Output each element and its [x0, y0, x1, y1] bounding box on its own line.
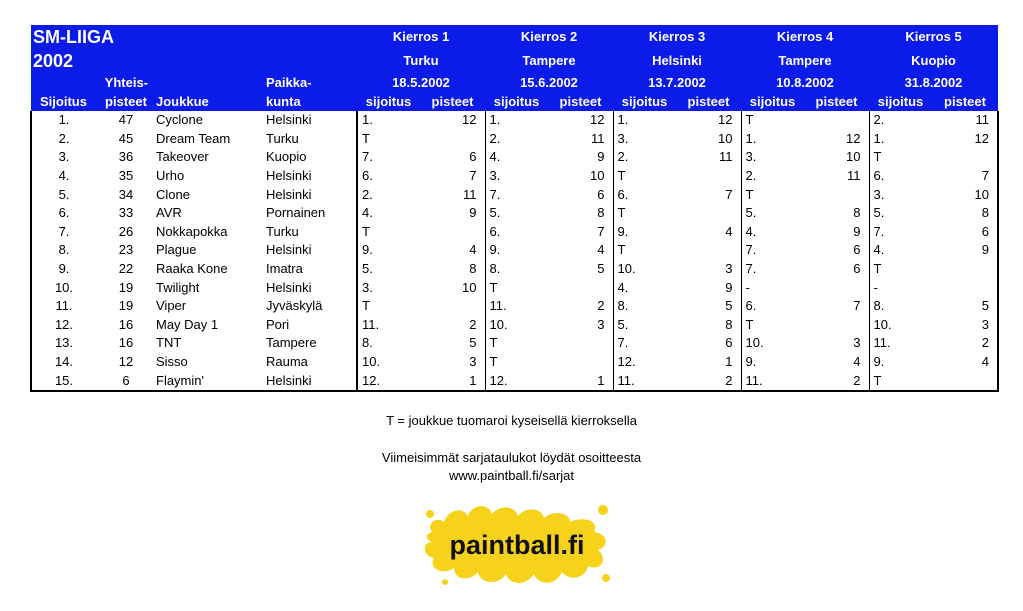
round-4-points-cell: 3 — [853, 335, 861, 351]
team-cell: Raaka Kone — [156, 261, 228, 277]
round-3-position-cell: 3. — [613, 130, 676, 149]
round-3-points-cell: 7 — [725, 186, 733, 202]
round-5-points-cell: 10 — [932, 185, 998, 204]
round-5-position-cell: 5. — [869, 204, 932, 223]
table-row — [31, 111, 998, 130]
round-2-position-cell: 8. — [485, 260, 548, 279]
round-2-position-cell: T — [485, 353, 548, 372]
round-3-points-cell: 2 — [676, 371, 741, 391]
round-1-position-cell: 9. — [357, 241, 420, 260]
round-4-name: Kierros 4 — [741, 25, 869, 49]
round-1-position-cell: 6. — [357, 167, 420, 186]
round-4-position-cell: T — [741, 111, 804, 130]
round-3-points-cell: 4 — [725, 223, 733, 239]
round-2-position-cell: 5. — [485, 204, 548, 223]
table-row — [31, 223, 998, 242]
round-4-date: 10.8.2002 — [741, 73, 869, 92]
round-2-position-cell: 9. — [485, 241, 548, 260]
table-row — [31, 185, 998, 204]
table-row — [31, 334, 998, 353]
round-3-position-cell: 5. — [613, 316, 676, 335]
round-1-position-cell: 2. — [357, 185, 420, 204]
round-5-name: Kierros 5 — [869, 25, 998, 49]
team-cell: Nokkapokka — [156, 223, 228, 239]
round-4-points-cell: 10 — [846, 149, 861, 165]
round-3-points-cell: 3 — [725, 261, 733, 277]
rank-cell: 14. — [31, 353, 96, 372]
rank-cell: 3. — [31, 148, 96, 167]
round-4-position-cell: 1. — [741, 130, 804, 149]
round-5-points-cell: 7 — [932, 167, 998, 186]
round-5-points-cell: 2 — [932, 334, 998, 353]
round-4-points-cell — [804, 111, 869, 130]
round-1-points-cell: 7 — [469, 168, 477, 184]
table-row — [31, 167, 998, 186]
round-3-city: Helsinki — [613, 49, 741, 73]
round-1-position-cell: 11. — [357, 316, 420, 335]
col-total-header-2: pisteet — [96, 92, 156, 111]
round-3-position-cell: 12. — [613, 353, 676, 372]
rank-cell: 8. — [31, 241, 96, 260]
round-2-position-cell: 12. — [485, 371, 548, 391]
round-5-city: Kuopio — [869, 49, 998, 73]
round-3-points-cell — [676, 241, 741, 260]
table-row — [31, 297, 998, 316]
city-cell: Imatra — [266, 261, 303, 277]
city-cell: Turku — [266, 223, 299, 239]
round-2-points-cell: 5 — [597, 261, 605, 277]
rank-cell: 6. — [31, 204, 96, 223]
round-1-position-cell: 3. — [357, 278, 420, 297]
standings-table — [30, 25, 999, 392]
round-5-position-cell: - — [869, 278, 932, 297]
round-4-position-cell: 9. — [741, 353, 804, 372]
round-1-position-cell: 7. — [357, 148, 420, 167]
round-1-date: 18.5.2002 — [357, 73, 485, 92]
rank-cell: 15. — [31, 371, 96, 391]
round-1-points-cell: 2 — [469, 316, 477, 332]
round-2-position-cell: 2. — [485, 130, 548, 149]
standings-body — [31, 111, 998, 391]
paintball-logo — [422, 502, 612, 588]
table-row — [31, 260, 998, 279]
round-3-position-cell: 7. — [613, 334, 676, 353]
round-5-position-cell: 4. — [869, 241, 932, 260]
city-cell: Helsinki — [266, 168, 312, 184]
total-points-cell: 26 — [118, 223, 134, 239]
round-5-points-cell: 9 — [932, 241, 998, 260]
round-1-position-cell: 5. — [357, 260, 420, 279]
rank-cell: 5. — [31, 185, 96, 204]
round-2-points-cell: 11 — [591, 130, 605, 146]
round-2-position-cell: 4. — [485, 148, 548, 167]
round-5-position-cell: 7. — [869, 223, 932, 242]
city-cell: Turku — [266, 130, 299, 146]
round-1-name: Kierros 1 — [357, 25, 485, 49]
round-4-points-cell: 4 — [853, 354, 861, 370]
round-2-position-cell: T — [485, 334, 548, 353]
round-3-position-cell: T — [613, 241, 676, 260]
round-3-points-cell: 11 — [719, 149, 733, 165]
round-5-points-cell: 6 — [932, 223, 998, 242]
round-2-points-cell: 1 — [548, 371, 613, 391]
col-team-header: Joukkue — [156, 92, 266, 111]
team-cell: Sisso — [156, 354, 188, 370]
round-2-position-cell: 6. — [485, 223, 548, 242]
table-row — [31, 316, 998, 335]
standings-sheet — [30, 25, 997, 392]
rank-cell: 11. — [31, 297, 96, 316]
league-year: 2002 — [31, 49, 357, 73]
round-3-points-cell — [676, 204, 741, 223]
city-cell: Helsinki — [266, 242, 312, 258]
city-cell: Rauma — [266, 354, 308, 370]
team-cell: Dream Team — [156, 130, 231, 146]
round-3-points-cell — [676, 167, 741, 186]
round-5-points-cell: 11 — [932, 111, 998, 130]
team-cell: Viper — [156, 298, 187, 314]
round-3-points-cell: 8 — [725, 316, 733, 332]
round-3-position-cell: 4. — [613, 278, 676, 297]
team-cell: Flaymin' — [156, 371, 266, 391]
info-url: www.paintball.fi/sarjat — [449, 468, 574, 483]
city-cell: Pori — [266, 316, 290, 332]
total-points-cell: 12 — [118, 354, 134, 370]
round-4-position-cell: T — [741, 185, 804, 204]
round-2-points-cell — [548, 353, 613, 372]
table-row — [31, 371, 998, 391]
team-cell: May Day 1 — [156, 316, 219, 332]
round-1-points-cell: 1 — [420, 371, 485, 391]
rank-cell: 7. — [31, 223, 96, 242]
round-3-points-cell: 6 — [725, 335, 733, 351]
round-3-position-cell: 2. — [613, 148, 676, 167]
total-points-cell: 45 — [118, 130, 134, 146]
round-1-position-cell: 12. — [357, 371, 420, 391]
round-4-position-cell: 7. — [741, 241, 804, 260]
round-5-position-cell: 8. — [869, 297, 932, 316]
round-2-position-cell: 3. — [485, 167, 548, 186]
round-4-position-cell: 2. — [741, 167, 804, 186]
round-4-city: Tampere — [741, 49, 869, 73]
round-4-points-cell — [804, 316, 869, 335]
round-4-position-cell: 4. — [741, 223, 804, 242]
legend-note: T = joukkue tuomaroi kyseisellä kierroksella — [386, 413, 637, 428]
round-4-points-cell: 9 — [853, 223, 861, 239]
round-4-position-cell: 11. — [741, 371, 804, 391]
round-4-position-cell: T — [741, 316, 804, 335]
round-2-position-cell: 10. — [485, 316, 548, 335]
round-5-points-cell — [932, 278, 998, 297]
round-5-position-cell: 3. — [869, 185, 932, 204]
rank-cell: 2. — [31, 130, 96, 149]
round-5-position-cell: T — [869, 148, 932, 167]
table-row — [31, 204, 998, 223]
logo-text: paintball.fi — [449, 530, 585, 560]
rank-cell: 13. — [31, 334, 96, 353]
table-row — [31, 148, 998, 167]
total-points-cell: 19 — [118, 279, 134, 295]
round-5-points-cell: 4 — [932, 353, 998, 372]
round-5-position-header: sijoitus — [869, 92, 932, 111]
round-3-position-cell: 1. — [613, 111, 676, 130]
round-4-points-cell: 12 — [846, 130, 861, 146]
round-4-position-cell: 3. — [741, 148, 804, 167]
round-3-position-cell: 6. — [613, 185, 676, 204]
round-5-position-cell: 2. — [869, 111, 932, 130]
round-3-points-cell: 5 — [725, 298, 733, 314]
round-3-position-cell: T — [613, 204, 676, 223]
round-1-position-cell: T — [357, 130, 420, 149]
round-4-points-cell: 7 — [853, 298, 861, 314]
round-1-position-cell: 8. — [357, 334, 420, 353]
round-1-position-cell: 4. — [357, 204, 420, 223]
total-points-cell: 19 — [118, 298, 134, 314]
round-2-position-cell: 7. — [485, 185, 548, 204]
round-2-position-cell: 1. — [485, 111, 548, 130]
team-cell: Plague — [156, 242, 197, 258]
round-3-position-cell: 8. — [613, 297, 676, 316]
total-points-cell: 6 — [96, 371, 156, 391]
round-1-points-cell: 8 — [469, 261, 477, 277]
round-1-points-cell: 5 — [469, 335, 477, 351]
col-rank-header: Sijoitus — [31, 92, 96, 111]
round-1-position-header: sijoitus — [357, 92, 420, 111]
round-5-points-cell: 12 — [932, 130, 998, 149]
round-5-points-cell: 8 — [932, 204, 998, 223]
round-4-position-cell: 7. — [741, 260, 804, 279]
round-1-position-cell: 10. — [357, 353, 420, 372]
team-cell: Cyclone — [156, 112, 203, 128]
round-5-position-cell: 6. — [869, 167, 932, 186]
total-points-cell: 16 — [118, 335, 134, 351]
round-3-date: 13.7.2002 — [613, 73, 741, 92]
total-points-cell: 23 — [118, 242, 134, 258]
round-4-points-cell: 6 — [853, 242, 861, 258]
round-1-points-cell: 10 — [462, 279, 477, 295]
round-5-points-cell — [932, 260, 998, 279]
round-1-points-cell: 11 — [463, 186, 477, 202]
round-5-position-cell: 1. — [869, 130, 932, 149]
col-city-header-2: kunta — [266, 92, 357, 111]
table-row — [31, 278, 998, 297]
rank-cell: 10. — [31, 278, 96, 297]
round-3-points-cell: 12 — [718, 112, 733, 128]
round-3-points-cell: 9 — [725, 279, 733, 295]
round-3-points-header: pisteet — [676, 92, 741, 111]
table-header — [31, 25, 998, 111]
round-3-position-cell: T — [613, 167, 676, 186]
round-5-position-cell: T — [869, 260, 932, 279]
city-cell: Helsinki — [266, 371, 357, 391]
table-row — [31, 130, 998, 149]
round-2-position-cell: 11. — [485, 297, 548, 316]
round-1-points-cell: 12 — [462, 112, 477, 128]
table-row — [31, 353, 998, 372]
round-1-position-cell: T — [357, 223, 420, 242]
round-5-date: 31.8.2002 — [869, 73, 998, 92]
round-2-points-cell: 10 — [590, 168, 605, 184]
round-2-date: 15.6.2002 — [485, 73, 613, 92]
round-2-points-cell: 3 — [597, 316, 605, 332]
team-cell: Urho — [156, 168, 185, 184]
team-cell: TNT — [156, 335, 182, 351]
city-cell: Pornainen — [266, 205, 326, 221]
round-3-position-cell: 11. — [613, 371, 676, 391]
city-cell: Tampere — [266, 335, 317, 351]
round-2-points-cell: 8 — [597, 205, 605, 221]
round-4-points-cell: 6 — [853, 261, 861, 277]
round-5-points-cell: 3 — [932, 316, 998, 335]
round-2-points-cell: 12 — [590, 112, 605, 128]
total-points-cell: 34 — [118, 186, 134, 202]
rank-cell: 1. — [31, 111, 96, 130]
round-2-points-cell — [548, 278, 613, 297]
round-3-position-cell: 9. — [613, 223, 676, 242]
round-3-name: Kierros 3 — [613, 25, 741, 49]
round-3-points-cell: 1 — [725, 354, 733, 370]
round-4-position-cell: 6. — [741, 297, 804, 316]
round-2-points-cell: 7 — [597, 223, 605, 239]
round-5-points-header: pisteet — [932, 92, 998, 111]
team-cell: Clone — [156, 186, 190, 202]
total-points-cell: 33 — [118, 205, 134, 221]
round-1-points-cell — [420, 297, 485, 316]
round-1-points-cell: 4 — [469, 242, 477, 258]
total-points-cell: 22 — [118, 261, 134, 277]
table-row — [31, 241, 998, 260]
round-1-position-cell: 1. — [357, 111, 420, 130]
round-2-points-header: pisteet — [548, 92, 613, 111]
round-1-points-cell: 9 — [469, 205, 477, 221]
total-points-cell: 35 — [118, 168, 134, 184]
round-5-points-cell: 5 — [932, 297, 998, 316]
total-points-cell: 47 — [118, 112, 134, 128]
round-4-points-cell: 2 — [804, 371, 869, 391]
round-4-points-cell — [804, 185, 869, 204]
round-3-points-cell: 10 — [718, 130, 733, 146]
round-5-position-cell: T — [869, 371, 932, 391]
col-total-header-1: Yhteis- — [96, 73, 156, 92]
round-4-points-header: pisteet — [804, 92, 869, 111]
round-1-points-cell: 6 — [469, 149, 477, 165]
round-4-points-cell — [804, 278, 869, 297]
info-line-1: Viimeisimmät sarjataulukot löydät osoitteesta — [381, 450, 642, 465]
round-5-position-cell: 11. — [869, 334, 932, 353]
city-cell: Kuopio — [266, 149, 307, 165]
round-4-position-header: sijoitus — [741, 92, 804, 111]
team-cell: AVR — [156, 205, 182, 221]
round-4-position-cell: - — [741, 278, 804, 297]
round-5-position-cell: 10. — [869, 316, 932, 335]
round-3-position-cell: 10. — [613, 260, 676, 279]
total-points-cell: 36 — [118, 149, 134, 165]
round-4-position-cell: 5. — [741, 204, 804, 223]
round-5-position-cell: 9. — [869, 353, 932, 372]
round-4-points-cell: 8 — [853, 205, 861, 221]
round-4-points-cell: 11 — [847, 168, 861, 184]
team-cell: Twilight — [156, 279, 200, 295]
league-title: SM-LIIGA — [31, 25, 357, 49]
round-1-points-cell: 3 — [469, 354, 477, 370]
rank-cell: 9. — [31, 260, 96, 279]
team-cell: Takeover — [156, 149, 209, 165]
round-2-points-cell: 6 — [597, 186, 605, 202]
col-city-header-1: Paikka- — [266, 73, 357, 92]
round-1-points-cell — [420, 130, 485, 149]
round-2-city: Tampere — [485, 49, 613, 73]
rank-cell: 12. — [31, 316, 96, 335]
round-2-name: Kierros 2 — [485, 25, 613, 49]
round-1-city: Turku — [357, 49, 485, 73]
round-1-points-header: pisteet — [420, 92, 485, 111]
round-5-points-cell — [932, 148, 998, 167]
city-cell: Helsinki — [266, 186, 312, 202]
round-2-points-cell: 9 — [597, 149, 605, 165]
round-5-points-cell — [932, 371, 998, 391]
round-1-position-cell: T — [357, 297, 420, 316]
round-2-position-header: sijoitus — [485, 92, 548, 111]
round-2-position-cell: T — [485, 278, 548, 297]
city-cell: Helsinki — [266, 112, 312, 128]
rank-cell: 4. — [31, 167, 96, 186]
city-cell: Helsinki — [266, 279, 312, 295]
round-2-points-cell: 4 — [597, 242, 605, 258]
round-2-points-cell: 2 — [597, 298, 605, 314]
round-3-position-header: sijoitus — [613, 92, 676, 111]
city-cell: Jyväskylä — [266, 298, 323, 314]
total-points-cell: 16 — [118, 316, 134, 332]
round-4-position-cell: 10. — [741, 334, 804, 353]
round-1-points-cell — [420, 223, 485, 242]
round-2-points-cell — [548, 334, 613, 353]
